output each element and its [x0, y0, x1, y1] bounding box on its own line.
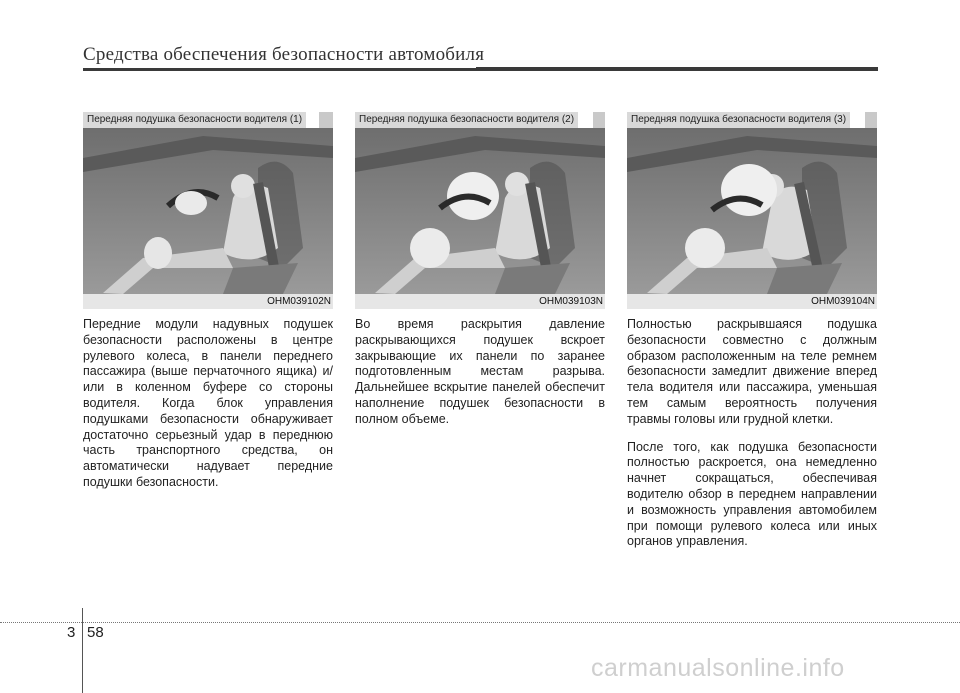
text-column-3 [627, 317, 877, 562]
airbag-illustration-2 [355, 128, 605, 294]
paragraph: Во время раскрытия давление раскрывающихся подушек вскроет закрывающие их панели по заранее подготовленным местам разрыва. Дальнейшее вскрытие панелей обеспечит наполнение подушек безопасности в полном объеме. [355, 317, 605, 426]
footer-divider [82, 608, 83, 693]
text-column-2 [355, 317, 605, 440]
figure-code: OHM039103N [539, 296, 603, 307]
illustration-panel-2 [355, 112, 605, 309]
figure-code: OHM039102N [267, 296, 331, 307]
paragraph: После того, как подушка безопасности полностью раскроется, она немедленно начнет сокращаться, обеспечивая водителю обзор в переднем направлении и возможность управления автомобилем при помощи рулевого колеса или иных органов управления. [627, 439, 877, 549]
panel-caption: Передняя подушка безопасности водителя (2) [355, 112, 578, 128]
figure-code: OHM039104N [811, 296, 875, 307]
illustration-panel-1 [83, 112, 333, 309]
footer-dotted-rule [83, 622, 960, 623]
header-rule-accent [476, 67, 878, 71]
paragraph: Передние модули надувных подушек безопасности расположены в центре рулевого колеса, в панели переднего пассажира (выше перчаточного ящика) и/или в коленном буфере со стороны водителя. Когда блок управления подушками безопасности обнаруживает достаточно серьезный удар в переднюю часть транспортного средства, он автоматически надувает передние подушки безопасности. [83, 317, 333, 489]
panel-caption: Передняя подушка безопасности водителя (3) [627, 112, 850, 128]
airbag-illustration-3 [627, 128, 877, 294]
watermark: carmanualsonline.info [591, 654, 845, 682]
airbag-illustration-1 [83, 128, 333, 294]
footer-dotted-rule [0, 622, 82, 623]
page-number: 58 [87, 624, 104, 641]
paragraph: Полностью раскрывшаяся подушка безопасности совместно с должным образом расположенным на теле ремнем безопасности замедлит движение вперед тела водителя или пассажира, уменьшая тем самым вероятность получения травмы головы или грудной клетки. [627, 317, 877, 426]
text-column-1 [83, 317, 333, 503]
section-number: 3 [67, 624, 76, 641]
page-header-title: Средства обеспечения безопасности автомобиля [83, 44, 485, 65]
panel-caption: Передняя подушка безопасности водителя (1) [83, 112, 306, 128]
illustration-panel-3 [627, 112, 877, 309]
